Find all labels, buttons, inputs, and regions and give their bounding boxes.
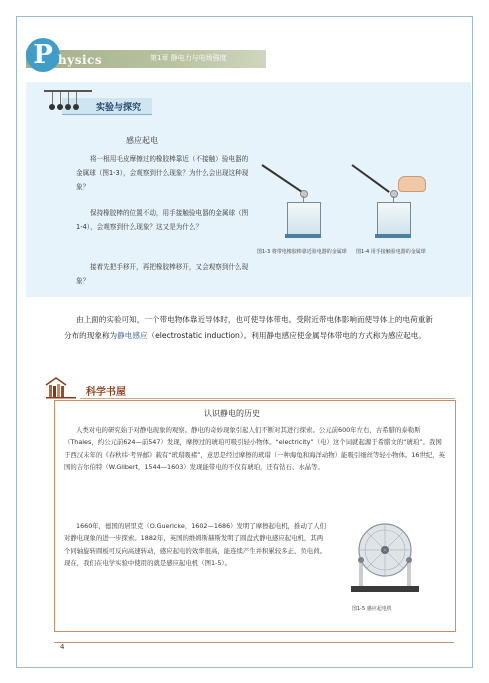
bookshelf-icon — [44, 375, 80, 399]
electroscope-base — [285, 234, 321, 238]
body-text-before: 由上面的实验可知，一个带电物体靠近导体时，也可使导体带电。受附近带电体影响而使导体上的电荷重新分布的现象称为 — [64, 315, 433, 340]
body-paragraph — [64, 312, 434, 344]
bookshelf-box-title: 认识静电的历史 — [204, 409, 260, 418]
section-title: 实验与探究 — [96, 103, 142, 113]
electroscope-base — [375, 234, 411, 238]
electroscope-jar — [377, 202, 411, 236]
page-number: 4 — [60, 643, 65, 651]
body-text-after: （electrostatic induction）。利用静电感应使金属导体带电的方式称为感应起电。 — [147, 331, 426, 340]
term-electrostatic-induction: 静电感应 — [117, 331, 148, 340]
figure-1-3-caption: 图1-3 将带电橡胶棒靠近验电器的金属球 — [257, 249, 347, 255]
experiment-paragraph-3: 接着先把手移开，再把橡胶棒移开，又会观察到什么现象？ — [76, 263, 249, 285]
cradle-ball — [73, 104, 79, 110]
experiment-paragraph-1: 将一根用毛皮摩擦过的橡胶棒靠近（不接触）验电器的金属球（图1-3），会观察到什么现象？为什么会出现这种现象？ — [76, 155, 249, 191]
physics-logo-icon: P — [26, 38, 60, 72]
induction-machine-icon — [345, 516, 425, 596]
metal-ball — [390, 190, 398, 198]
metal-ball — [300, 190, 308, 198]
chapter-title: 第1章 静电力与电场强度 — [150, 54, 227, 62]
figure-1-5-caption: 图1-5 感应起电机 — [352, 606, 392, 612]
hand-icon — [398, 176, 426, 192]
cradle-ball — [49, 104, 55, 110]
footer-bar — [54, 642, 454, 653]
bookshelf-title: 科学书屋 — [86, 387, 126, 398]
cradle-ball — [57, 104, 63, 110]
figure-1-4-caption: 图1-4 用手接触验电器的金属球 — [356, 249, 426, 255]
physics-logo-word: hysics — [58, 53, 103, 67]
history-paragraph-1: 人类对电的研究始于对静电现象的观察。静电的奇妙现象引起人们不断对其进行探索。公元前600年左右，古希腊的泰勒斯（Thales，约公元前624—前547）发现，摩擦过的琥珀可吸引轻小物体。“electricity”（电）这个词就起源于希腊文的“琥珀”。我国于西汉末年的《春秋纬·考异邮》载有“玳瑁吸褚”，意思是经过摩擦的玳瑁（一种海龟和海洋动物）能吸引细丝等轻小物体。16世纪，英国的吉尔伯特（W.Gilbert，1544—1603）发现能带电的不仅有琥珀，还有钻石、水晶等。 — [64, 426, 446, 471]
experiment-subtitle: 感应起电 — [126, 136, 158, 145]
bookshelf-divider — [80, 398, 455, 399]
electroscope-jar — [287, 202, 321, 236]
history-paragraph-2: 1660年，德国的居里克（O.Guericke，1602—1686）发明了摩擦起电机，推动了人们对静电现象的进一步探索。1882年，英国的维姆斯赫斯发明了圆盘式静电感应起电机，其两个同轴旋转圆板可反向高速转动，感应起电的效率很高，能连续产生并积累较多正、负电荷。现在，我们在电学实验中使用的就是感应起电机（图1-5）。 — [64, 522, 327, 567]
experiment-paragraph-2: 保持橡胶棒的位置不动，用手接触验电器的金属球（图1-4），会观察到什么现象？这又是为什么？ — [76, 209, 249, 231]
cradle-ball — [65, 104, 71, 110]
